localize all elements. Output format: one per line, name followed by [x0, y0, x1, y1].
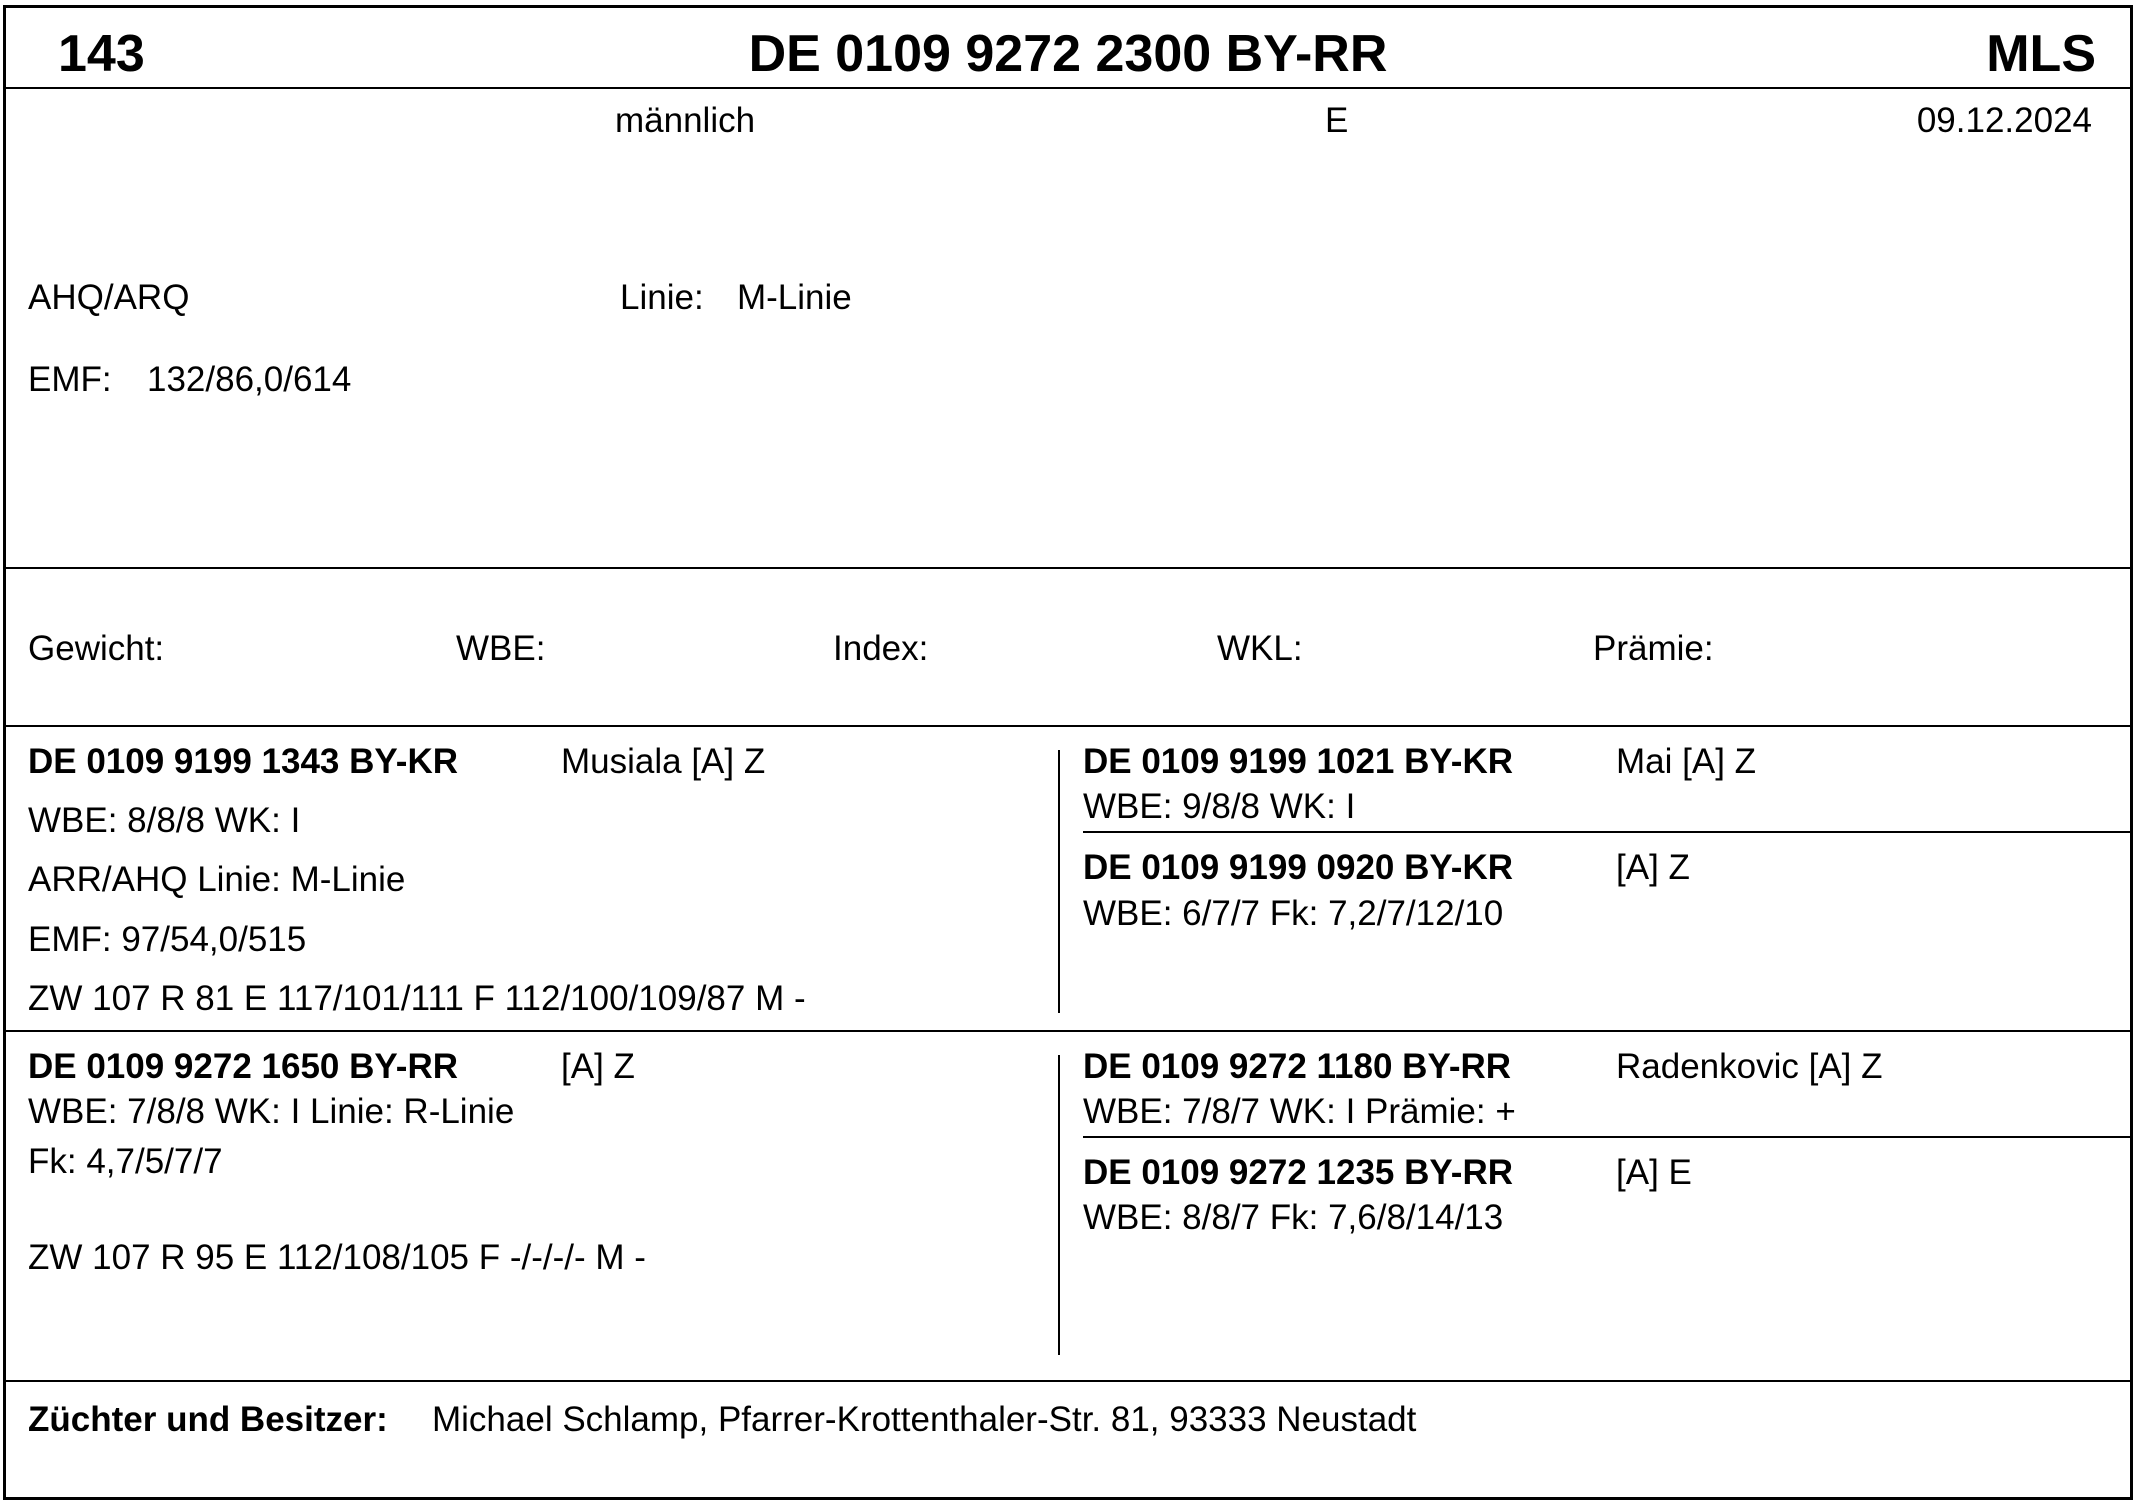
- praemie-label: Prämie:: [1593, 629, 1714, 668]
- dam-dam-wbe: WBE: 8/8/7 Fk: 7,6/8/14/13: [1083, 1198, 1504, 1237]
- genotype: AHQ/ARQ: [28, 278, 190, 317]
- dam-name: [A] Z: [561, 1047, 635, 1086]
- divider: [1083, 831, 2130, 833]
- sire-name: Musiala [A] Z: [561, 742, 766, 781]
- divider: [6, 567, 2130, 569]
- dam-zw: ZW 107 R 95 E 112/108/105 F -/-/-/- M -: [28, 1238, 646, 1277]
- divider: [1083, 1136, 2130, 1138]
- sire-dam-id: DE 0109 9199 0920 BY-KR: [1083, 848, 1513, 887]
- dam-sire-name: Radenkovic [A] Z: [1616, 1047, 1883, 1086]
- dam-fk: Fk: 4,7/5/7/7: [28, 1142, 223, 1181]
- dam-sire-wbe: WBE: 7/8/7 WK: I Prämie: +: [1083, 1092, 1516, 1131]
- sex: männlich: [615, 101, 756, 140]
- weight-label: Gewicht:: [28, 629, 165, 668]
- record-date: 09.12.2024: [1916, 101, 2092, 140]
- wkl-label: WKL:: [1217, 629, 1303, 668]
- emf-value: 132/86,0/614: [147, 360, 352, 399]
- line-value: M-Linie: [737, 278, 852, 317]
- pedigree-card: [3, 5, 2133, 1500]
- divider: [6, 1030, 2130, 1032]
- animal-id: DE 0109 9272 2300 BY-RR: [748, 25, 1388, 83]
- dam-sire-id: DE 0109 9272 1180 BY-RR: [1083, 1047, 1512, 1086]
- sire-wbe: WBE: 8/8/8 WK: I: [28, 801, 301, 840]
- sire-zw: ZW 107 R 81 E 117/101/111 F 112/100/109/87 M -: [28, 979, 806, 1018]
- breeder-value: Michael Schlamp, Pfarrer-Krottenthaler-Str. 81, 93333 Neustadt: [432, 1400, 1417, 1439]
- sire-emf: EMF: 97/54,0/515: [28, 920, 307, 959]
- dam-wbe: WBE: 7/8/8 WK: I Linie: R-Linie: [28, 1092, 515, 1131]
- sire-dam-wbe: WBE: 6/7/7 Fk: 7,2/7/12/10: [1083, 894, 1504, 933]
- line-label: Linie:: [620, 278, 704, 317]
- sire-sire-wbe: WBE: 9/8/8 WK: I: [1083, 787, 1356, 826]
- dam-id: DE 0109 9272 1650 BY-RR: [28, 1047, 458, 1086]
- dam-dam-id: DE 0109 9272 1235 BY-RR: [1083, 1153, 1513, 1192]
- index-label: Index:: [833, 629, 929, 668]
- breed-code: MLS: [1986, 25, 2096, 83]
- wbe-label: WBE:: [456, 629, 546, 668]
- column-divider: [1058, 750, 1060, 1013]
- emf-label: EMF:: [28, 360, 112, 399]
- sire-sire-id: DE 0109 9199 1021 BY-KR: [1083, 742, 1513, 781]
- sire-id: DE 0109 9199 1343 BY-KR: [28, 742, 458, 781]
- catalog-number: 143: [58, 25, 145, 83]
- divider: [6, 1380, 2130, 1382]
- dam-dam-name: [A] E: [1616, 1153, 1692, 1192]
- divider: [6, 725, 2130, 727]
- status-code: E: [1325, 101, 1349, 140]
- column-divider: [1058, 1055, 1060, 1355]
- sire-sire-name: Mai [A] Z: [1616, 742, 1757, 781]
- sire-genotype-line: ARR/AHQ Linie: M-Linie: [28, 860, 406, 899]
- sire-dam-name: [A] Z: [1616, 848, 1690, 887]
- breeder-label: Züchter und Besitzer:: [28, 1400, 388, 1439]
- divider: [6, 87, 2130, 89]
